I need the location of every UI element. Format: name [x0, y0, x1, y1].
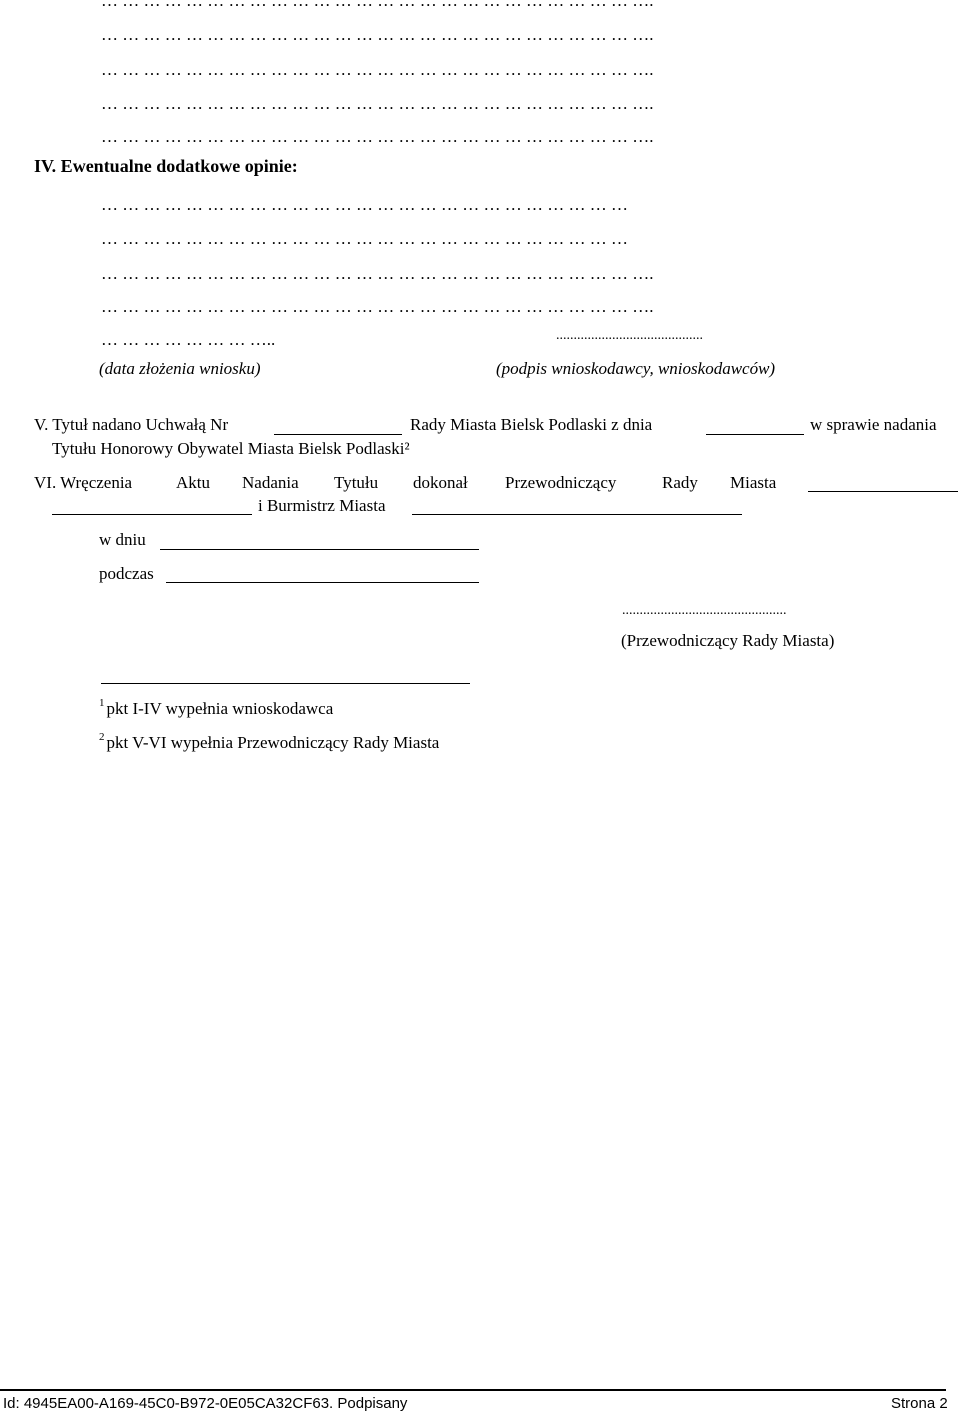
page-number: Strona 2 — [891, 1395, 948, 1412]
opinion-line: … … … … … … … … … … … … … … … … … … … … … … … … … …. — [101, 264, 654, 283]
footnote-marker: 2 — [99, 731, 105, 743]
footnote — [99, 697, 334, 718]
resolution-number-field[interactable] — [274, 434, 402, 435]
dotted-line: … … … … … … … … … … … … … … … … … … … … … … … … … …. — [101, 25, 654, 44]
opinion-line: … … … … … … … … … … … … … … … … … … … … … … … … … — [101, 229, 628, 248]
chairman-signature-dots: ............................................... — [622, 603, 787, 618]
section-v-part2: Rady Miasta Bielsk Podlaski z dnia — [410, 415, 653, 434]
dotted-line: … … … … … … … … … … … … … … … … … … … … … … … … … …. — [101, 0, 654, 10]
footer-rule — [0, 1389, 946, 1391]
signature-label: (podpis wnioskodawcy, wnioskodawców) — [496, 359, 776, 378]
section-vi-word: Rady — [662, 473, 698, 492]
section-vi-word: dokonał — [413, 473, 468, 492]
dotted-line: … … … … … … … … … … … … … … … … … … … … … … … … … …. — [101, 60, 654, 79]
section-v-part1: V. Tytuł nadano Uchwałą Nr — [34, 415, 229, 434]
mayor-name-field[interactable] — [412, 514, 742, 515]
chairman-signature-label: (Przewodniczący Rady Miasta) — [621, 631, 835, 650]
section-vi-word: Aktu — [176, 473, 210, 492]
mayor-label: i Burmistrz Miasta — [258, 496, 386, 515]
section-v-part3: w sprawie nadania — [810, 415, 937, 434]
date-label: (data złożenia wniosku) — [99, 359, 261, 378]
section-vi-word: Nadania — [242, 473, 299, 492]
section-vi-word: Miasta — [730, 473, 777, 492]
chairman-name-field[interactable] — [808, 491, 958, 492]
section-vi-word: VI. Wręczenia — [34, 473, 133, 492]
footnote-text: pkt V-VI wypełnia Przewodniczący Rady Miasta — [106, 733, 440, 752]
footnote-text: pkt I-IV wypełnia wnioskodawca — [106, 699, 334, 718]
mayor-prefix-field[interactable] — [52, 514, 252, 515]
resolution-date-field[interactable] — [706, 434, 804, 435]
dotted-line: … … … … … … … … … … … … … … … … … … … … … … … … … …. — [101, 127, 654, 146]
dotted-line: … … … … … … … … … … … … … … … … … … … … … … … … … …. — [101, 94, 654, 113]
award-date-label: w dniu — [99, 530, 146, 549]
document-id: Id: 4945EA00-A169-45C0-B972-0E05CA32CF63. Podpisany — [3, 1395, 408, 1412]
opinion-line: … … … … … … … … … … … … … … … … … … … … … … … … … — [101, 195, 628, 214]
award-date-field[interactable] — [160, 549, 479, 550]
award-occasion-label: podczas — [99, 564, 154, 583]
footnote — [99, 731, 440, 752]
date-dotted-line: … … … … … … … ….. — [101, 330, 276, 349]
footnote-separator — [101, 683, 470, 684]
footnote-marker: 1 — [99, 697, 105, 709]
award-occasion-field[interactable] — [166, 582, 479, 583]
signature-dotted-line: .......................................... — [556, 328, 703, 343]
section-v-line2: Tytułu Honorowy Obywatel Miasta Bielsk Podlaski² — [52, 439, 410, 458]
section-vi-word: Tytułu — [334, 473, 379, 492]
section-iv-heading: IV. Ewentualne dodatkowe opinie: — [34, 156, 298, 176]
opinion-line: … … … … … … … … … … … … … … … … … … … … … … … … … …. — [101, 297, 654, 316]
section-vi-word: Przewodniczący — [505, 473, 617, 492]
